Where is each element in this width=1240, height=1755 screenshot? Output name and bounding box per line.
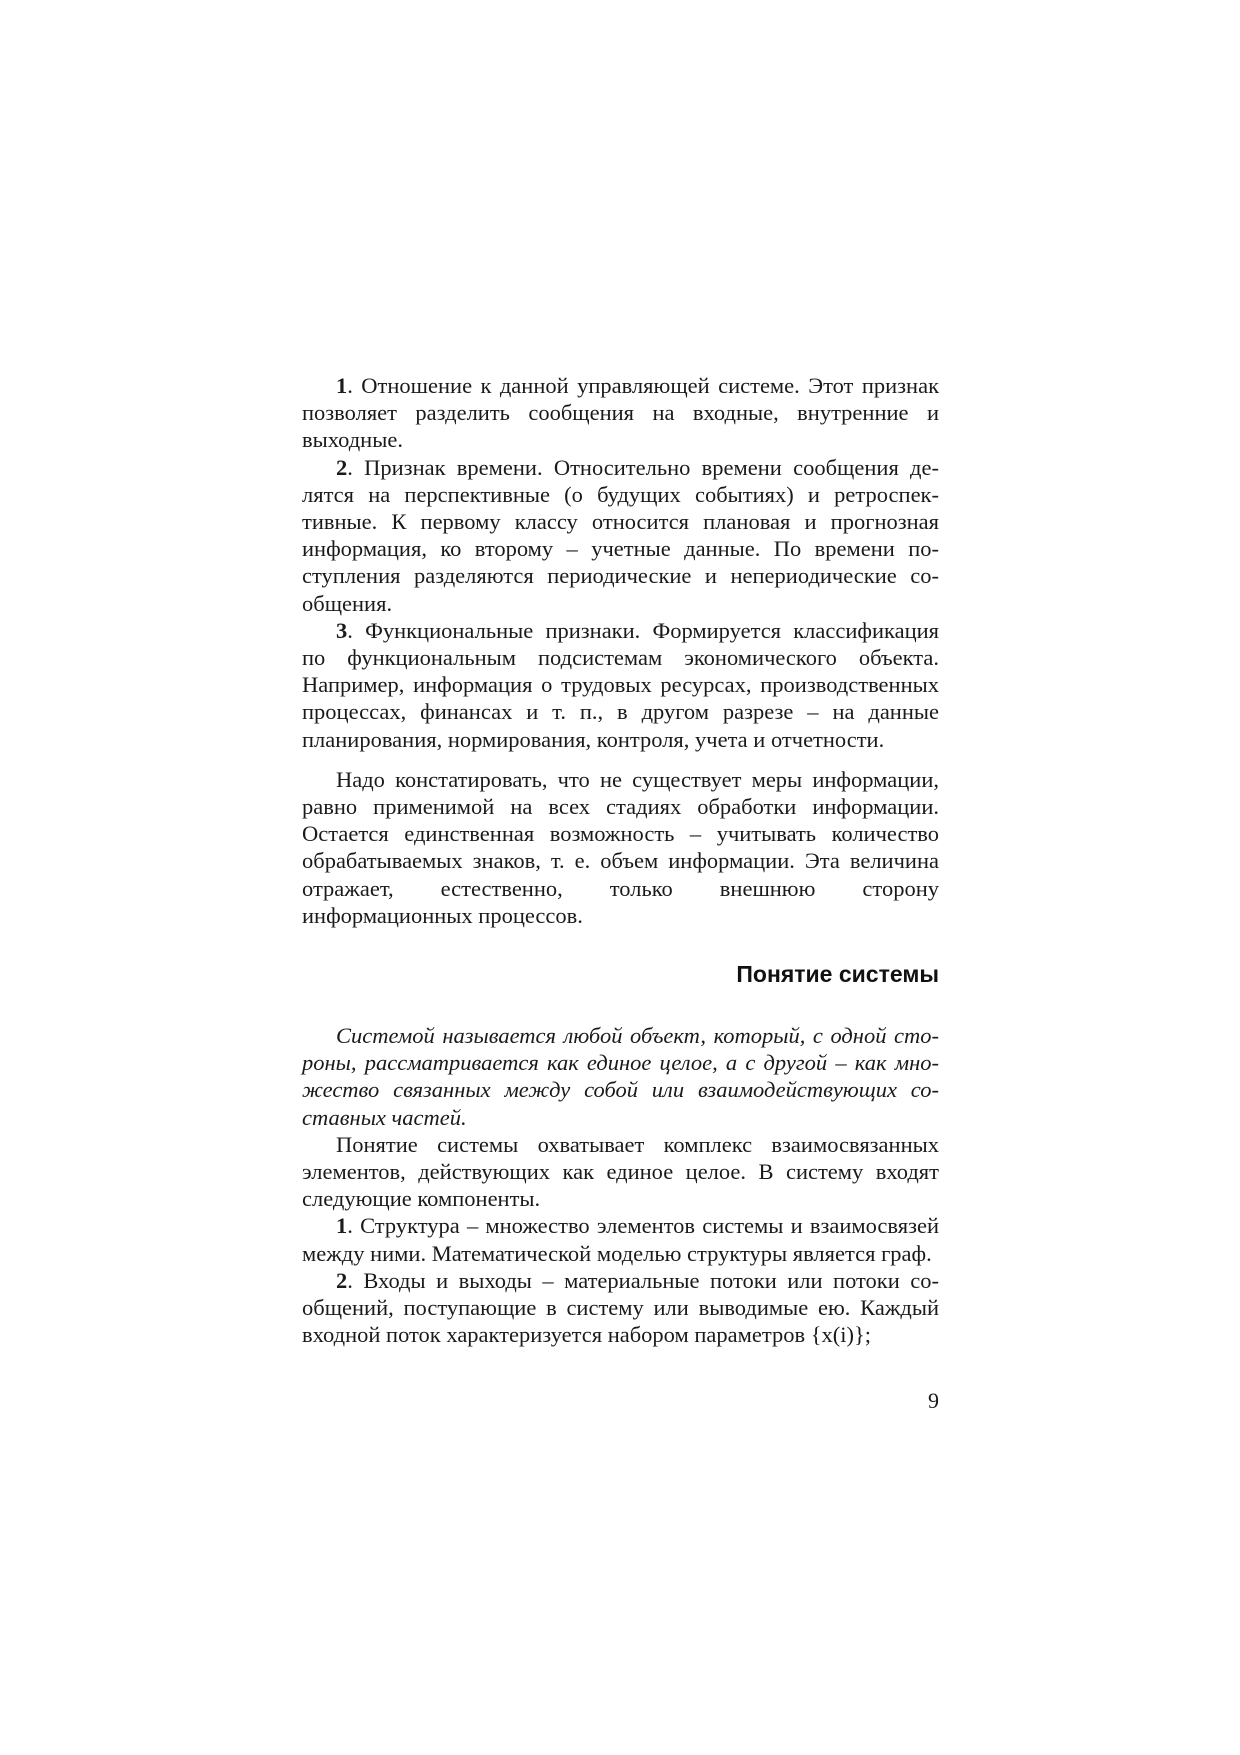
paragraph-text: Надо констатировать, что не существует меры информации, равно применимой на всех стадиях обработки информации. Остается единственная возможность – учитывать количество обрабатываемых знаков, т. е. объем информации. Эта величина отражает, естественно, только внешнюю сторону информационных процессов. — [302, 766, 939, 928]
item-text: . Отношение к данной управляющей системе. Этот признак позволяет разделить сообщения на входные, внутренние и выходные. — [302, 373, 939, 453]
list-item-functional — [302, 617, 939, 753]
paragraph-system-concept — [302, 1131, 939, 1213]
list-item-time — [302, 454, 939, 617]
item-text: . Функциональные признаки. Формируется классификация по функциональным подсистемам экономического объекта. Например, информация о трудовых ресурсах, производственных процессах, финансах и т. п., в другом разрезе – на данные планирования, нормирования, контроля, учета и отчетности. — [302, 617, 939, 752]
item-number: 2 — [336, 1267, 348, 1293]
item-number: 2 — [336, 454, 348, 480]
item-number: 1 — [336, 1213, 348, 1239]
item-text: . Признак времени. Относительно времени сообщения делятся на перспективные (о будущих событиях) и ретроспективные. К первому классу относится плановая и прогнозная информация, ко второму – учетные данные. По времени поступления разделяются периодические и непериодические сообщения. — [302, 454, 939, 616]
list-item-relation — [302, 372, 939, 454]
section-title: Понятие системы — [736, 961, 939, 987]
item-number: 1 — [336, 373, 348, 398]
list-item-inputs-outputs — [302, 1267, 939, 1349]
definition-paragraph — [302, 1022, 939, 1131]
body-text-top — [302, 372, 939, 929]
paragraph-information-measure — [302, 766, 939, 929]
item-text: . Входы и выходы – материальные потоки или потоки сообщений, поступающие в систему или выводимые ею. Каждый входной поток характеризуется набором параметров {x(i)}; — [302, 1267, 939, 1348]
definition-text: Системой называется любой объект, который, с одной стороны, рассматривается как единое целое, а с другой – как множество связанных между собой или взаимодействующих составных частей. — [302, 1023, 939, 1130]
body-text-bottom — [302, 1022, 939, 1348]
page-number: 9 — [928, 1388, 939, 1413]
item-text: . Структура – множество элементов системы и взаимосвязей между ними. Математической моделью структуры является граф. — [302, 1213, 939, 1266]
paragraph-text: Понятие системы охватывает комплекс взаимосвязанных элементов, действующих как единое целое. В систему входят следующие компоненты. — [302, 1131, 939, 1212]
item-number: 3 — [336, 617, 348, 643]
list-item-structure — [302, 1212, 939, 1266]
